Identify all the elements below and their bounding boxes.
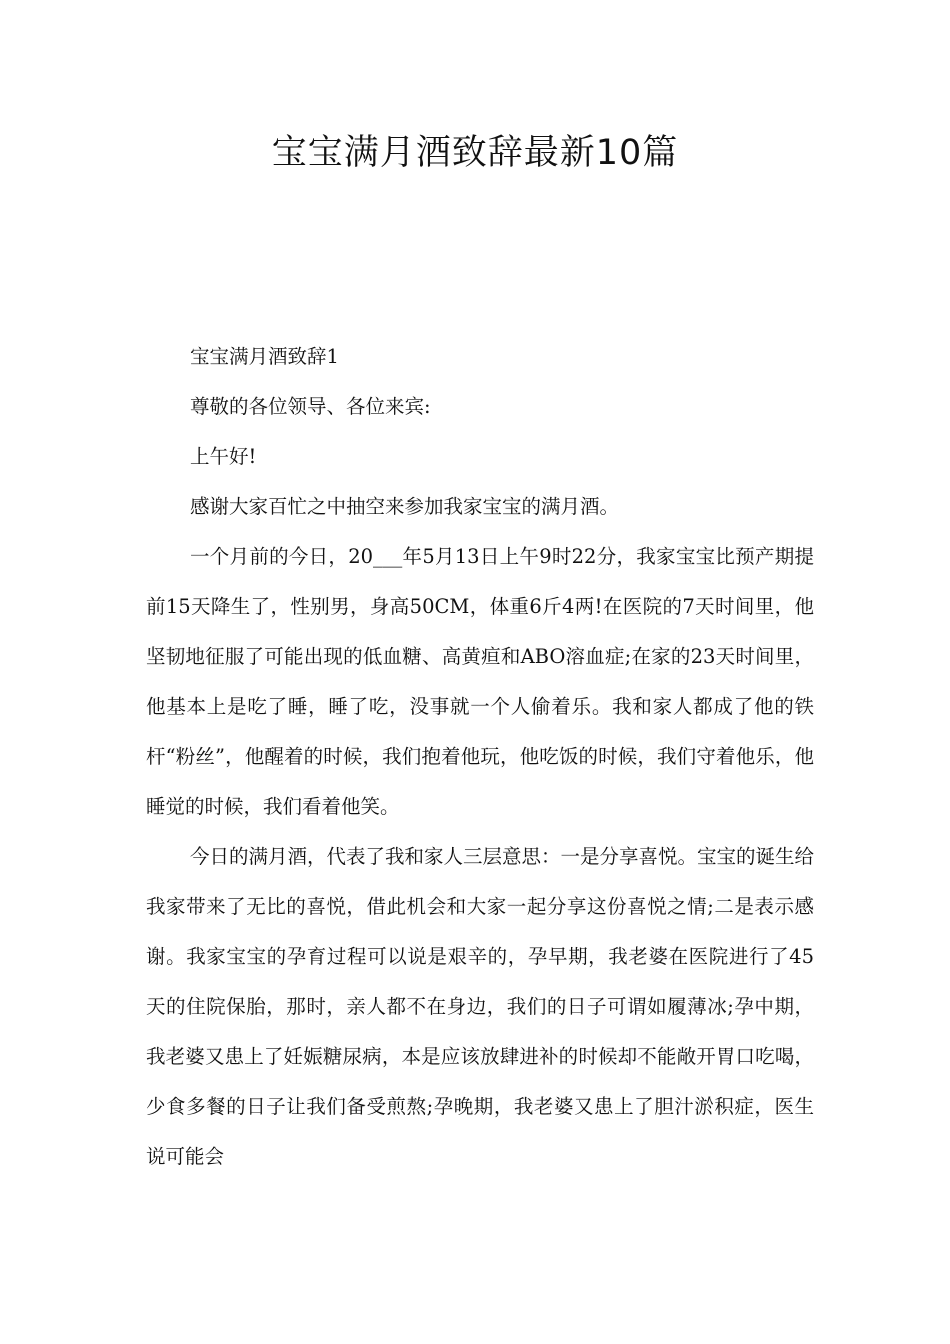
paragraph-thanks: 感谢大家百忙之中抽空来参加我家宝宝的满月酒。 bbox=[190, 495, 620, 518]
paragraph-section-heading: 宝宝满月酒致辞1 bbox=[190, 345, 339, 368]
paragraph-greeting: 上午好! bbox=[190, 445, 257, 468]
document-title: 宝宝满月酒致辞最新10篇 bbox=[271, 133, 679, 173]
paragraph-meaning: 今日的满月酒，代表了我和家人三层意思：一是分享喜悦。宝宝的诞生给我家带来了无比的喜悦，借此机会和大家一起分享这份喜悦之情;二是表示感谢。我家宝宝的孕育过程可以说是艰辛的，孕早期，我老婆在医院进行了45天的住院保胎，那时，亲人都不在身边，我们的日子可谓如履薄冰;孕中期，我老婆又患上了妊娠糖尿病，本是应该放肆进补的时候却不能敞开胃口吃喝，少食多餐的日子让我们备受煎熬;孕晚期，我老婆又患上了胆汁淤积症，医生说可能会 bbox=[146, 845, 815, 1168]
document-body bbox=[146, 332, 814, 1182]
paragraph-salutation: 尊敬的各位领导、各位来宾: bbox=[190, 395, 431, 418]
paragraph-birth-story: 一个月前的今日，20___年5月13日上午9时22分，我家宝宝比预产期提前15天降生了，性别男，身高50CM，体重6斤4两!在医院的7天时间里，他坚韧地征服了可能出现的低血糖、高黄疸和ABO溶血症;在家的23天时间里，他基本上是吃了睡，睡了吃，没事就一个人偷着乐。我和家人都成了他的铁杆“粉丝”，他醒着的时候，我们抱着他玩，他吃饭的时候，我们守着他乐，他睡觉的时候，我们看着他笑。 bbox=[146, 545, 814, 818]
